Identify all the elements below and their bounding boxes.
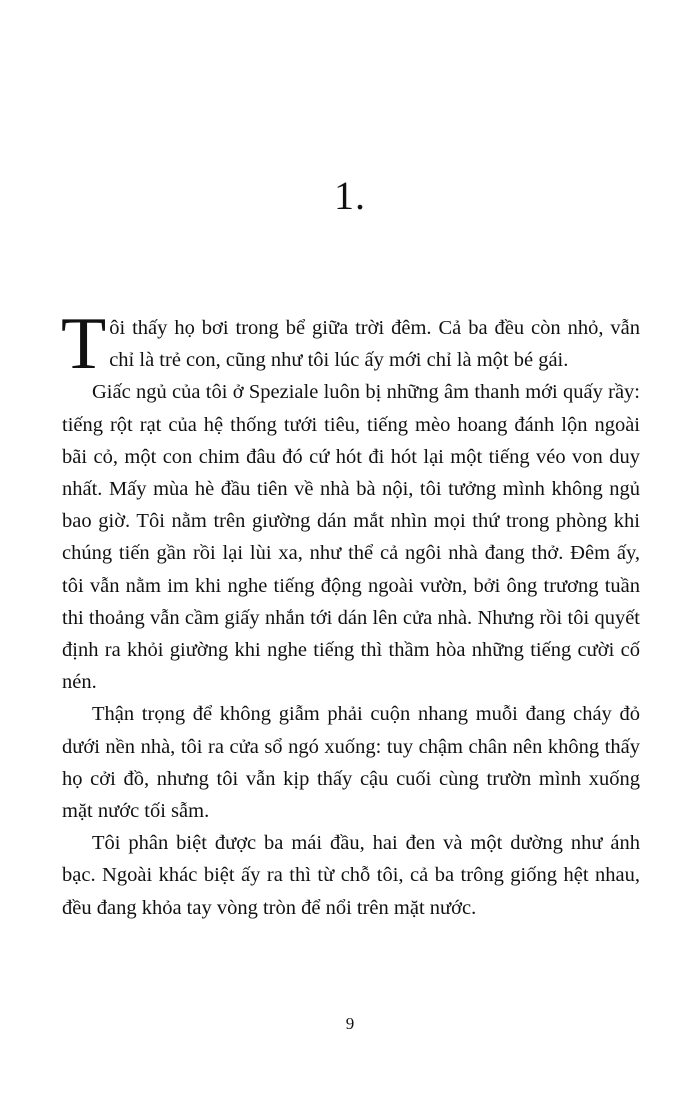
chapter-body xyxy=(61,303,640,924)
paragraph-3: Thận trọng để không giẫm phải cuộn nhang muỗi đang cháy đỏ dưới nền nhà, tôi ra cửa sổ ngó xuống: tuy chậm chân nên không thấy họ cởi đồ, nhưng tôi vẫn kịp thấy cậu cuối cùng trườn mình xuống mặt nước tối sẫm. xyxy=(62,703,640,823)
paragraph-1-text: ôi thấy họ bơi trong bể giữa trời đêm. Cả ba đều còn nhỏ, vẫn chỉ là trẻ con, cũng như tôi lúc ấy mới chỉ là một bé gái. xyxy=(109,317,640,372)
paragraph-4: Tôi phân biệt được ba mái đầu, hai đen và một dường như ánh bạc. Ngoài khác biệt ấy ra thì từ chỗ tôi, cả ba trông giống hệt nhau, đều đang khỏa tay vòng tròn để nổi trên mặt nước. xyxy=(62,832,640,919)
chapter-number: 1. xyxy=(334,173,366,218)
paragraph-2: Giấc ngủ của tôi ở Speziale luôn bị những âm thanh mới quấy rầy: tiếng rột rạt của hệ thống tưới tiêu, tiếng mèo hoang đánh lộn ngoài bãi cỏ, một con chim đâu đó cứ hót đi hót lại một tiếng véo von duy nhất. Mấy mùa hè đầu tiên về nhà bà nội, tôi tưởng mình không ngủ bao giờ. Tôi nằm trên giường dán mắt nhìn mọi thứ trong phòng khi chúng tiến gần rồi lại lùi xa, như thể cả ngôi nhà đang thở. Đêm ấy, tôi vẫn nằm im khi nghe tiếng động ngoài vườn, bởi ông trương tuần thi thoảng vẫn cầm giấy nhắn tới dán lên cửa nhà. Nhưng rồi tôi quyết định ra khỏi giường khi nghe tiếng thì thầm hòa những tiếng cười cố nén. xyxy=(62,381,640,694)
paragraph-1 xyxy=(61,303,640,385)
drop-cap: T xyxy=(61,303,107,385)
page-number: 9 xyxy=(345,1014,355,1033)
